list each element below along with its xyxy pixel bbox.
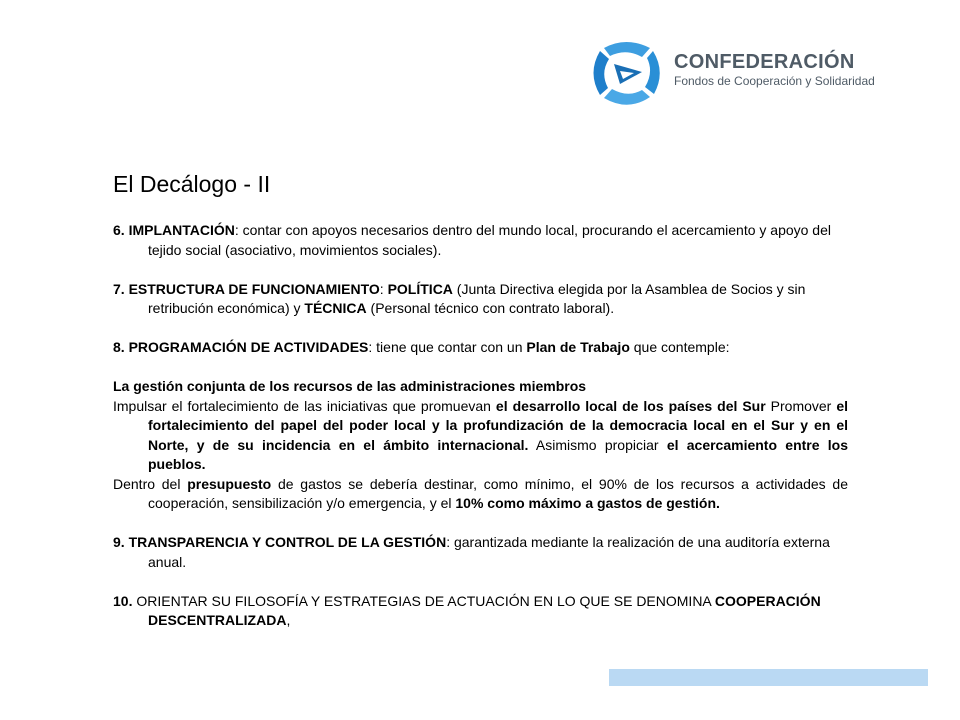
item-8-impulsar-bold-2: el fortalecimiento del papel del poder local y la profundización de la democracia local en el Sur y en el Norte, y de su incidencia en el ámbito internacional. — [148, 397, 848, 453]
item-6-label: 6. IMPLANTACIÓN — [113, 222, 235, 238]
confederacion-logo — [590, 38, 890, 108]
item-8-plan: Plan de Trabajo — [526, 339, 630, 355]
item-9-text: : garantizada mediante la realización de una auditoría externa anual. — [148, 534, 830, 570]
item-8-impulsar-bold-3: el acercamiento entre los pueblos. — [148, 436, 849, 472]
item-6-text: : contar con apoyos necesarios dentro del mundo local, procurando el acercamiento y apoyo del tejido social (asociativo, movimientos sociales). — [148, 222, 831, 258]
item-8-label: 8. PROGRAMACIÓN DE ACTIVIDADES — [113, 339, 369, 355]
item-10-tail: , — [286, 612, 291, 628]
item-8-text-1: : tiene que contar con un — [368, 339, 527, 355]
item-6-implantacion — [113, 221, 848, 260]
item-8-presupuesto — [113, 475, 848, 514]
item-7-label: 7. ESTRUCTURA DE FUNCIONAMIENTO — [113, 280, 380, 297]
item-7-text-1: : — [379, 280, 388, 297]
logo-name: CONFEDERACIÓN — [674, 51, 855, 73]
item-10-label: 10. — [113, 592, 133, 609]
item-8-presupuesto-text-2: de gastos se debería destinar, como mínimo, el 90% de los recursos a actividades de cooperación, sensibilización y/o emergencia, y el — [148, 475, 848, 511]
item-8-presupuesto-bold-2: 10% como máximo a gastos de gestión. — [455, 495, 720, 511]
slide-title: El Decálogo - II — [113, 171, 271, 197]
item-7-tecnica: TÉCNICA — [304, 300, 367, 316]
item-8-impulsar-text-3: Asimismo propiciar — [528, 436, 667, 453]
item-10-text: ORIENTAR SU FILOSOFÍA Y ESTRATEGIAS DE ACTUACIÓN EN LO QUE SE DENOMINA — [132, 592, 715, 609]
item-10-orientar — [113, 592, 848, 631]
item-8-impulsar-bold-1: el desarrollo local de los países del Sur — [495, 397, 766, 414]
slide-body — [113, 221, 848, 631]
logo-tagline: Fondos de Cooperación y Solidaridad — [674, 74, 875, 88]
item-10-bold: COOPERACIÓN DESCENTRALIZADA — [148, 592, 821, 628]
item-8-impulsar-text-2: Promover — [765, 397, 837, 414]
item-7-text-2: (Junta Directiva elegida por la Asamblea de Socios y sin retribución económica) y — [148, 280, 806, 316]
confederacion-emblem-icon — [590, 38, 664, 108]
footer-bar — [609, 669, 928, 686]
item-8-presupuesto-text-1: Dentro del — [113, 475, 188, 492]
item-8-impulsar-text-1: Impulsar el fortalecimiento de las iniciativas que promuevan — [113, 397, 496, 414]
item-9-transparencia — [113, 533, 848, 572]
item-8-programacion — [113, 338, 848, 358]
item-7-politica: POLÍTICA — [387, 280, 453, 297]
item-8-presupuesto-bold-1: presupuesto — [187, 475, 272, 492]
item-7-estructura — [113, 280, 848, 319]
item-8-text-2: que contemple: — [629, 339, 730, 355]
item-8-gestion-text: La gestión conjunta de los recursos de las administraciones miembros — [113, 378, 587, 394]
item-9-label: 9. TRANSPARENCIA Y CONTROL DE LA GESTIÓN — [113, 534, 447, 550]
item-8-gestion — [113, 377, 848, 397]
item-8-impulsar — [113, 397, 848, 475]
item-7-text-3: (Personal técnico con contrato laboral). — [366, 300, 615, 316]
